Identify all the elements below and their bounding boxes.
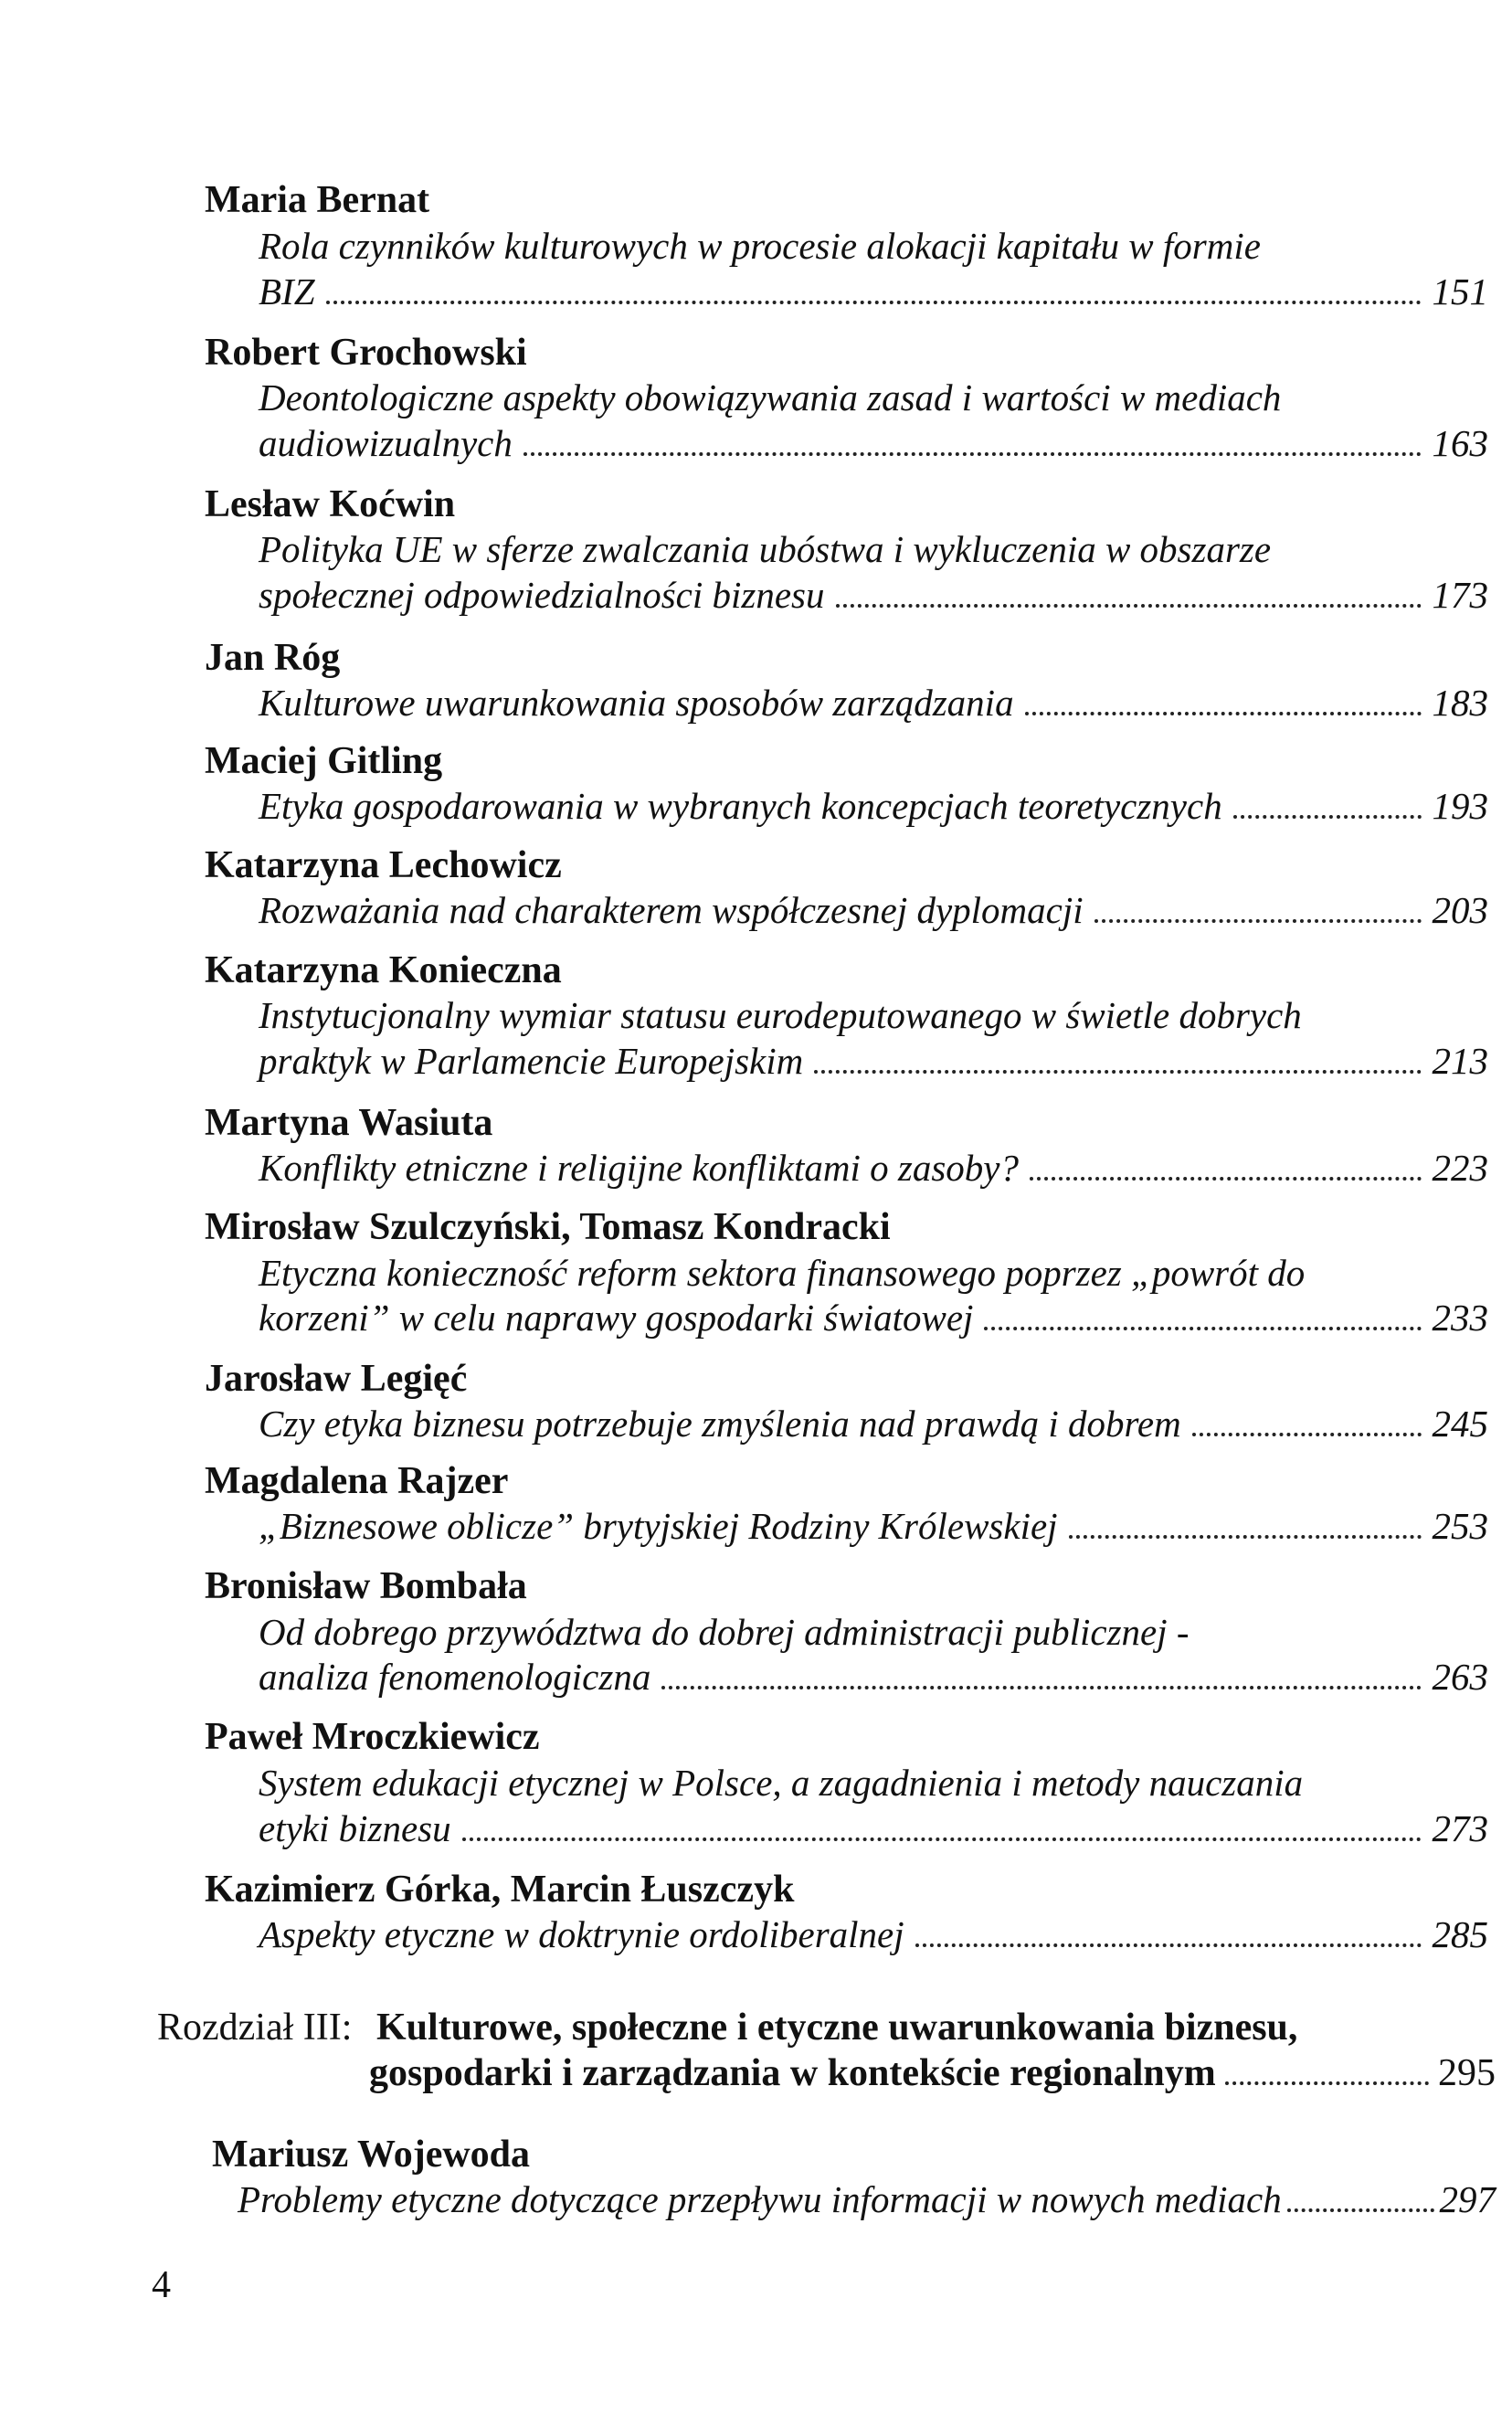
entry-title-last-line [259,1401,1488,1446]
entry-author: Katarzyna Lechowicz [205,844,562,886]
dot-leader [1233,815,1422,819]
entry-page-number: 163 [1432,422,1488,464]
chapter-label: Rozdział III: [157,2007,353,2049]
entry-title-last-line [259,1806,1488,1851]
entry-title-line: Od dobrego przywództwa do dobrej administracji publicznej - [259,1611,1190,1653]
entry-page-number: 285 [1432,1913,1488,1955]
entry-page-number: 297 [1439,2178,1496,2220]
entry-page-number: 203 [1432,889,1488,931]
dot-leader [661,1686,1421,1689]
entry-title-last-line [259,1911,1488,1957]
dot-leader [984,1327,1421,1330]
entry-title-text: korzeni” w celu naprawy gospodarki światowej [259,1297,974,1339]
page-number: 4 [152,2264,171,2306]
entry-author: Kazimierz Górka, Marcin Łuszczyk [205,1869,795,1911]
entry-title-last-line [259,572,1488,618]
dot-leader [1094,919,1422,923]
entry-title-text: etyki biznesu [259,1807,451,1849]
entry-page-number: 273 [1432,1807,1488,1849]
dot-leader [1287,2208,1434,2212]
dot-leader [523,452,1422,456]
entry-page-number: 151 [1432,270,1488,312]
entry-title-text: BIZ [259,270,315,312]
entry-title-text: społecznej odpowiedzialności biznesu [259,574,825,616]
entry-page-number: 253 [1432,1505,1488,1547]
dot-leader [915,1943,1422,1947]
entry-page-number: 223 [1432,1147,1488,1189]
entry-title-text: Czy etyka biznesu potrzebuje zmyślenia nad prawdą i dobrem [259,1403,1181,1445]
chapter-title-last-line [369,2050,1496,2096]
entry-title-line: Rola czynników kulturowych w procesie alokacji kapitału w formie [259,225,1261,267]
entry-page-number: 183 [1432,682,1488,724]
entry-title-text: Kulturowe uwarunkowania sposobów zarządzania [259,682,1014,724]
entry-title-last-line [259,783,1488,829]
dot-leader [462,1837,1422,1841]
entry-title-last-line [259,1503,1488,1549]
entry-title-text: Problemy etyczne dotyczące przepływu informacji w nowych mediach [238,2178,1282,2220]
entry-title-last-line [259,1295,1488,1340]
entry-title-line: Etyczna konieczność reform sektora finansowego poprzez „powrót do [259,1252,1306,1294]
entry-title-line: System edukacji etycznej w Polsce, a zagadnienia i metody nauczania [259,1762,1304,1804]
entry-title-last-line [259,680,1488,725]
dot-leader [836,604,1422,608]
entry-title-last-line [259,1145,1488,1191]
dot-leader [326,301,1422,304]
entry-author: Maria Bernat [205,179,430,221]
entry-author: Paweł Mroczkiewicz [205,1716,540,1758]
entry-author: Mirosław Szulczyński, Tomasz Kondracki [205,1206,891,1248]
dot-leader [1069,1535,1422,1539]
entry-page-number: 233 [1432,1297,1488,1339]
entry-author: Katarzyna Konieczna [205,949,562,991]
entry-author: Maciej Gitling [205,740,443,782]
entry-author: Jarosław Legięć [205,1358,468,1400]
entry-author: Martyna Wasiuta [205,1102,493,1144]
entry-title-text: Rozważania nad charakterem współczesnej dyplomacji [259,889,1084,931]
entry-author: Lesław Koćwin [205,483,456,525]
entry-page-number: 173 [1432,574,1488,616]
entry-title-text: audiowizualnych [259,422,513,464]
dot-leader [1030,1177,1422,1181]
entry-page-number: 263 [1432,1656,1488,1698]
dot-leader [1025,712,1422,715]
entry-title-line: Instytucjonalny wymiar statusu eurodeputowanego w świetle dobrych [259,994,1302,1036]
entry-title-last-line [259,269,1488,314]
entry-author: Jan Róg [205,637,341,679]
entry-title-text: Etyka gospodarowania w wybranych koncepcjach teoretycznych [259,785,1222,827]
entry-title-last-line [259,1654,1488,1700]
dot-leader [1192,1433,1422,1436]
entry-title-last-line [259,887,1488,933]
entry-title-text: Konflikty etniczne i religijne konfliktami o zasoby? [259,1147,1019,1189]
entry-title-last-line [259,420,1488,466]
entry-title-last-line [238,2176,1496,2222]
chapter-page-number: 295 [1438,2052,1496,2094]
chapter-title-line: Kulturowe, społeczne i etyczne uwarunkowania biznesu, [376,2007,1298,2049]
entry-author: Bronisław Bombała [205,1565,527,1607]
entry-page-number: 245 [1432,1403,1488,1445]
entry-author: Magdalena Rajzer [205,1460,509,1502]
dot-leader [1225,2081,1429,2085]
entry-author: Robert Grochowski [205,332,527,374]
entry-title-last-line [259,1038,1488,1084]
entry-title-text: analiza fenomenologiczna [259,1656,651,1698]
entry-page-number: 213 [1432,1040,1488,1082]
entry-title-line: Deontologiczne aspekty obowiązywania zasad i wartości w mediach [259,376,1282,418]
entry-title-text: „Biznesowe oblicze” brytyjskiej Rodziny Królewskiej [259,1505,1058,1547]
entry-title-line: Polityka UE w sferze zwalczania ubóstwa i wykluczenia w obszarze [259,528,1272,570]
entry-page-number: 193 [1432,785,1488,827]
dot-leader [814,1070,1421,1074]
entry-title-text: Aspekty etyczne w doktrynie ordoliberalnej [259,1913,904,1955]
entry-title-text: praktyk w Parlamencie Europejskim [259,1040,804,1082]
chapter-title-text: gospodarki i zarządzania w kontekście regionalnym [369,2052,1216,2094]
entry-author: Mariusz Wojewoda [212,2134,531,2176]
